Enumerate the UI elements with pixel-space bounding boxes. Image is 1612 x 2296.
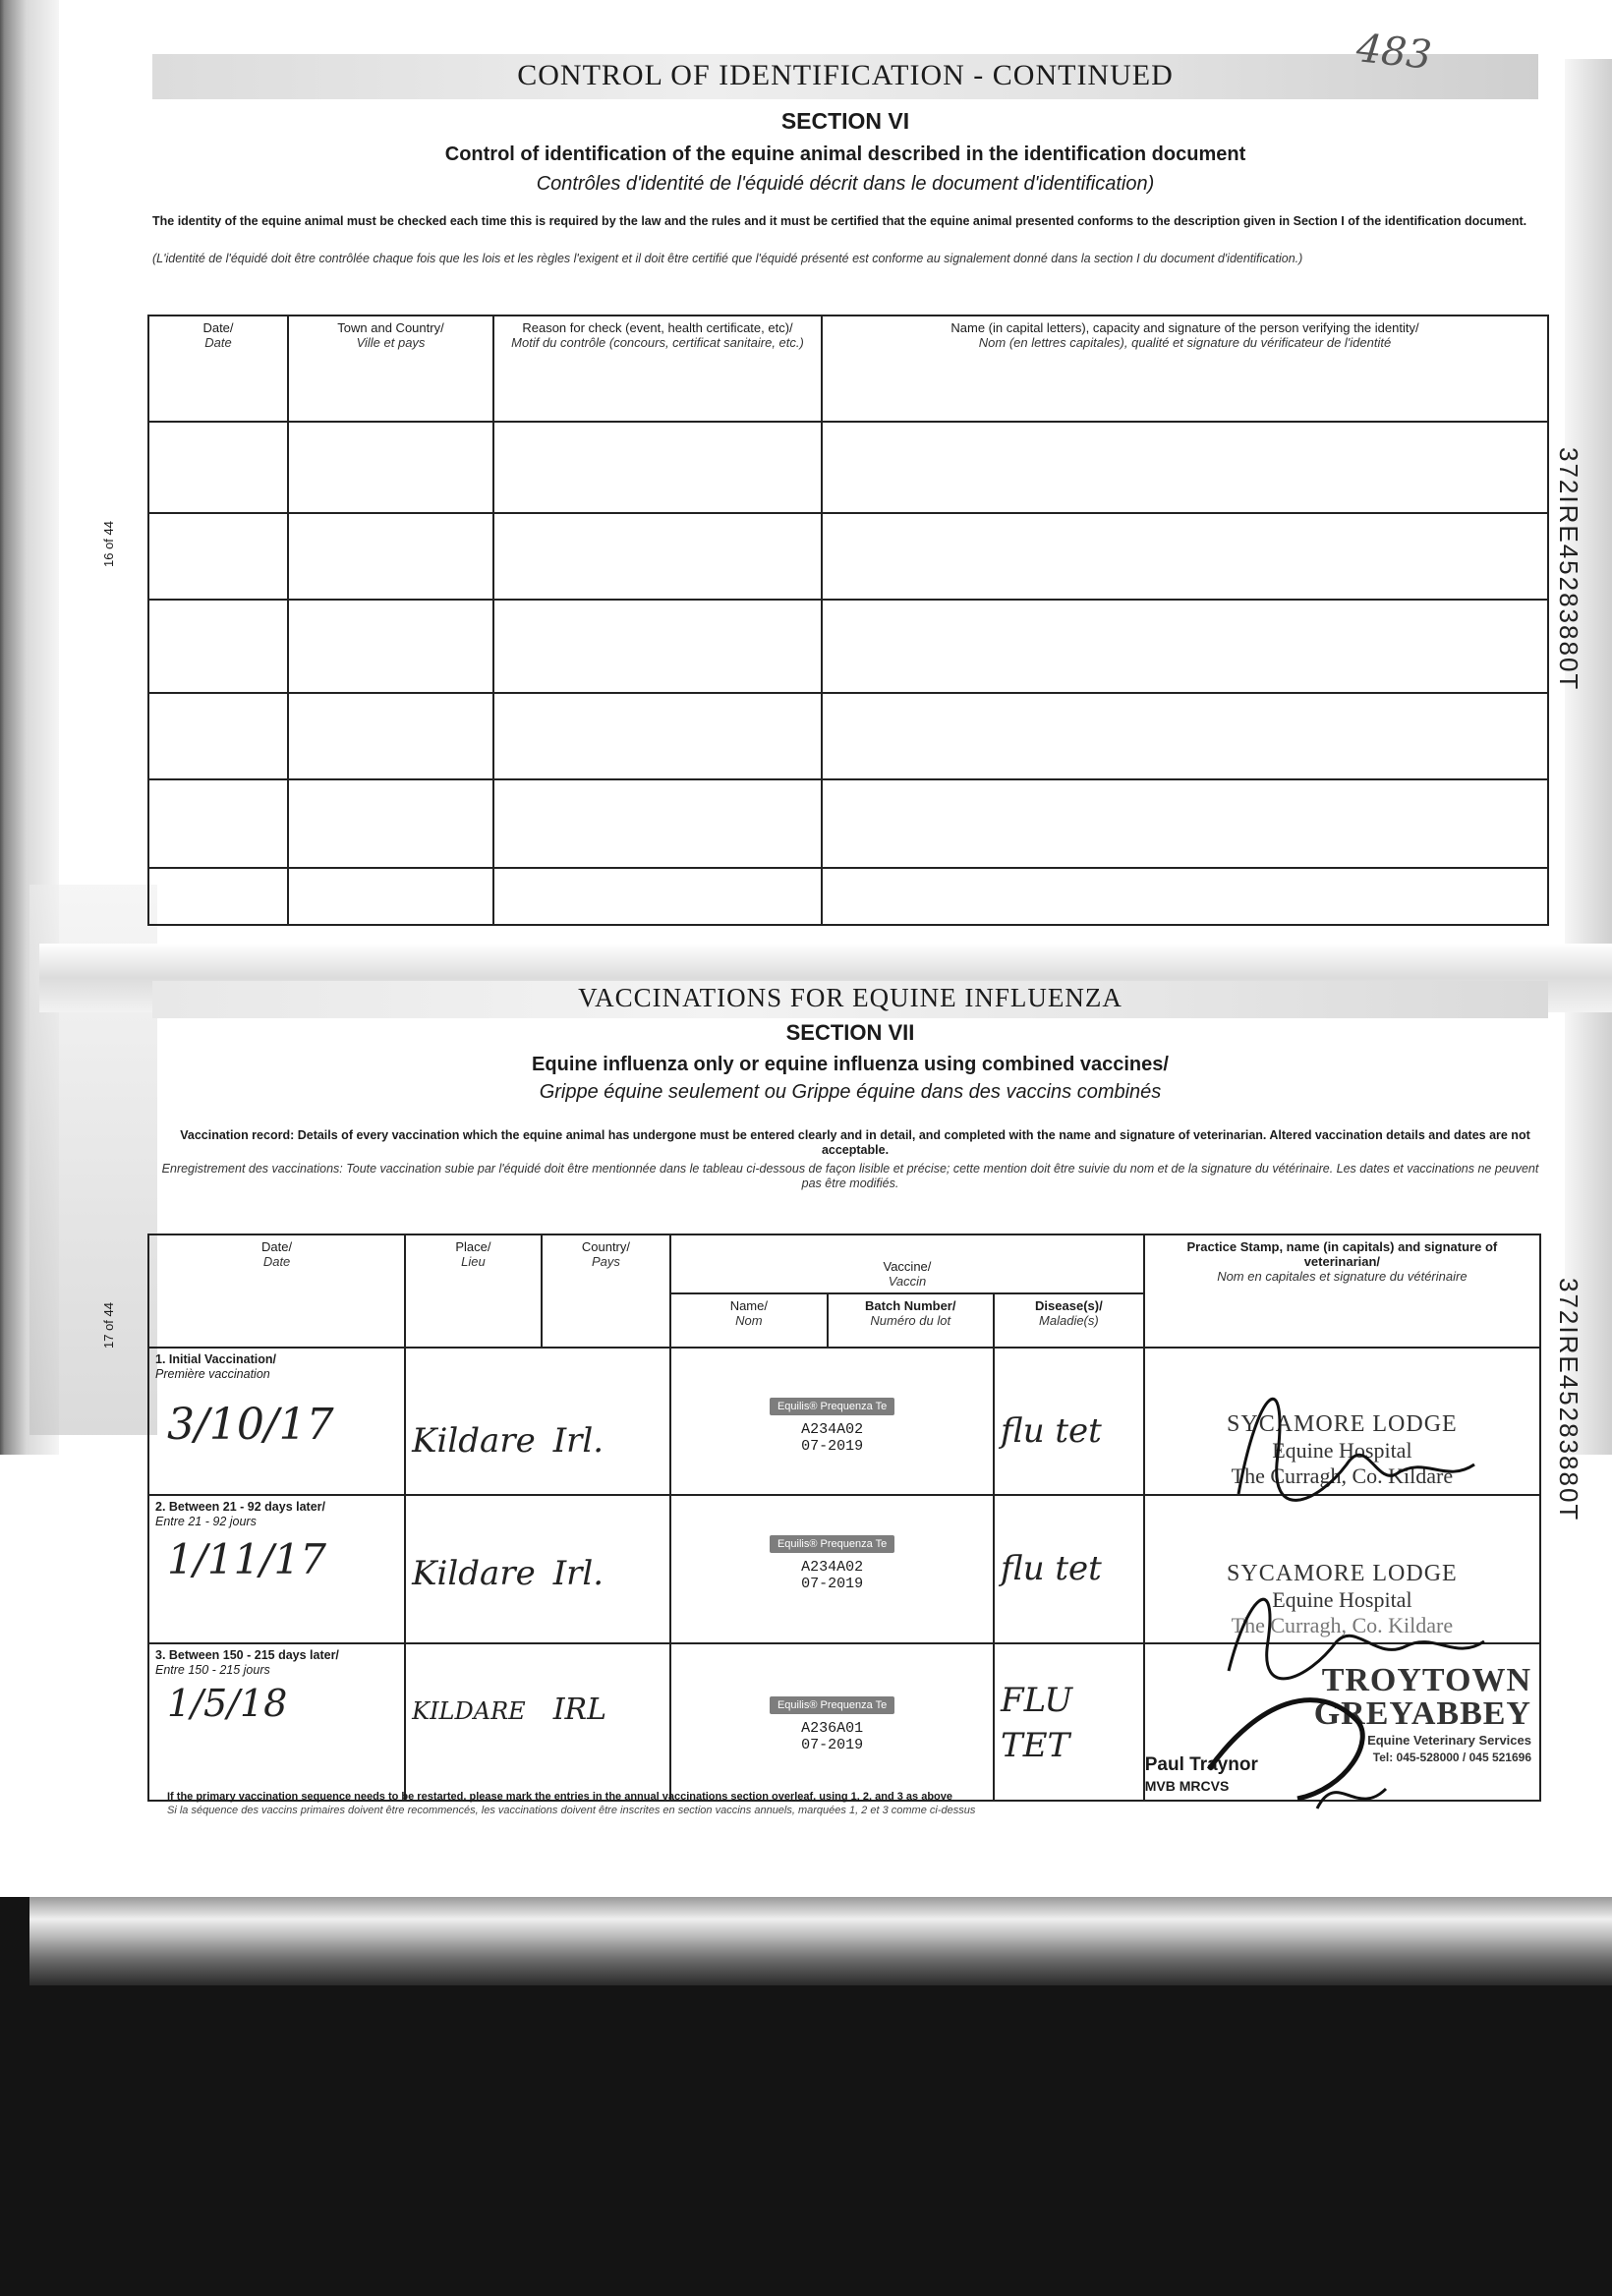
stamp2-line2: Equine Hospital <box>1272 1587 1412 1612</box>
page-label-16: 16 of 44 <box>101 521 116 567</box>
table-row <box>148 868 1548 925</box>
row2-label: 2. Between 21 - 92 days later/ <box>155 1500 326 1514</box>
stamp1-line2: Equine Hospital <box>1272 1438 1412 1463</box>
row2-batch: A234A02 <box>801 1559 864 1576</box>
vacc-batch-header: Batch Number/ Numéro du lot <box>828 1293 995 1348</box>
table-row <box>148 779 1548 868</box>
row3-batch: A236A01 <box>801 1720 864 1737</box>
vet-quals: MVB MRCVS <box>1144 1778 1230 1794</box>
identification-check-table <box>147 315 1549 926</box>
row1-expiry: 07-2019 <box>801 1438 864 1455</box>
row3-vaccine-label: Equilis® Prequenza Te <box>770 1696 894 1714</box>
vacc-name-header: Name/ Nom <box>670 1293 827 1348</box>
section6-title-fr: Contrôles d'identité de l'équidé décrit dans le document d'identification) <box>536 173 1155 195</box>
row2-label-fr: Entre 21 - 92 jours <box>155 1515 257 1528</box>
row1-vaccine-label: Equilis® Prequenza Te <box>770 1398 894 1415</box>
stamp3-line1: TROYTOWN <box>1321 1662 1531 1698</box>
row2-date: 1/11/17 <box>167 1535 326 1583</box>
page-edge-shadow <box>1565 59 1612 1455</box>
handwritten-page-number: 483 <box>1353 26 1434 79</box>
stamp2-line3: The Curragh, Co. Kildare <box>1231 1613 1454 1637</box>
vacc-disease-header: Disease(s)/ Maladie(s) <box>994 1293 1144 1348</box>
row2-expiry: 07-2019 <box>801 1576 864 1592</box>
section7-title-en: Equine influenza only or equine influenza using combined vaccines/ <box>532 1054 1169 1075</box>
section6-note-en: The identity of the equine animal must be checked each time this is required by the law and the rules and it must be certified that the equine animal presented conforms to the description given in Section I of the identification document. <box>152 214 1527 228</box>
row3-place: KILDARE <box>412 1697 526 1725</box>
row1-label-fr: Première vaccination <box>155 1367 270 1381</box>
stamp2-line1: SYCAMORE LODGE <box>1227 1561 1458 1586</box>
table-row <box>148 693 1548 779</box>
row1-country: Irl. <box>552 1421 604 1461</box>
passport-id-side-upper: 372IRE45283880T <box>1554 447 1583 692</box>
section6-note-fr: (L'identité de l'équidé doit être contrôlée chaque fois que les lois et les règles l'exigent et il doit être certifié que l'équidé présenté est conforme au signalement donné dans la section I du document d'identification.) <box>152 252 1303 265</box>
row3-label-fr: Entre 150 - 215 jours <box>155 1663 270 1677</box>
table-row <box>148 513 1548 600</box>
section6-banner-text: CONTROL OF IDENTIFICATION - CONTINUED <box>517 59 1174 91</box>
passport-id-side-lower: 372IRE45283880T <box>1554 1278 1583 1522</box>
row3-date: 1/5/18 <box>167 1682 288 1725</box>
row3-label: 3. Between 150 - 215 days later/ <box>155 1648 339 1662</box>
section7-footnote-fr: Si la séquence des vaccins primaires doivent être recommencés, les vaccinations doivent être inscrites en section vaccins annuels, marquées 1, 2 et 3 comme ci-dessus <box>167 1805 976 1816</box>
section7-banner-text: VACCINATIONS FOR EQUINE INFLUENZA <box>578 983 1123 1012</box>
vet-name: Paul Traynor <box>1144 1754 1258 1775</box>
col-verifier-header: Name (in capital letters), capacity and signature of the person verifying the identity/ Nom (en lettres capitales), qualité et signature du vérificateur de l'identité <box>822 316 1548 422</box>
row1-disease: flu tet <box>1001 1411 1102 1451</box>
col-date-header: Date/ Date <box>148 316 288 422</box>
section7-record-fr: Enregistrement des vaccinations: Toute vaccination subie par l'équidé doit être mentionnée dans le tableau ci-dessous de façon lisible et précise; cette mention doit être suivie du nom et de la signature du vétérinaire. Les dates et vaccinations ne peuvent pas être modifiés. <box>161 1162 1539 1190</box>
row2-vaccine-label: Equilis® Prequenza Te <box>770 1535 894 1553</box>
row1-batch: A234A02 <box>801 1421 864 1438</box>
table-row <box>148 422 1548 513</box>
row3-country: IRL <box>552 1693 607 1727</box>
col-reason-header: Reason for check (event, health certificate, etc)/ Motif du contrôle (concours, certificat sanitaire, etc.) <box>493 316 822 422</box>
row2-place: Kildare <box>412 1554 536 1593</box>
section7-title-fr: Grippe équine seulement ou Grippe équine dans des vaccins combinés <box>539 1081 1162 1103</box>
stamp1-line3: The Curragh, Co. Kildare <box>1231 1464 1454 1488</box>
col-town-country-header: Town and Country/ Ville et pays <box>288 316 493 422</box>
row1-date: 3/10/17 <box>167 1400 334 1450</box>
table-row <box>148 600 1548 693</box>
row2-disease: flu tet <box>1001 1549 1102 1588</box>
row1-label: 1. Initial Vaccination/ <box>155 1352 276 1366</box>
section6-title-en: Control of identification of the equine animal described in the identification document <box>444 144 1246 165</box>
section6-heading: SECTION VI <box>780 108 910 134</box>
section7-heading: SECTION VII <box>785 1020 915 1045</box>
row3-disease: FLU TET <box>1001 1681 1072 1765</box>
vacc-vaccine-header: Vaccine/ Vaccin <box>670 1234 1144 1293</box>
vacc-place-header: Place/ Lieu <box>405 1234 542 1348</box>
row1-place: Kildare <box>412 1421 536 1461</box>
section7-footnote-en: If the primary vaccination sequence needs to be restarted, please mark the entries in the annual vaccinations section overleaf, using 1, 2, and 3 as above <box>167 1791 953 1803</box>
row3-expiry: 07-2019 <box>801 1737 864 1753</box>
stamp3-line4: Tel: 045-528000 / 045 521696 <box>1372 1751 1531 1764</box>
vacc-stamp-header: Practice Stamp, name (in capitals) and signature of veterinarian/ Nom en capitales et signature du vétérinaire <box>1144 1234 1540 1348</box>
page-label-17: 17 of 44 <box>101 1302 116 1349</box>
book-spine-edge <box>29 1897 1612 1985</box>
vacc-date-header: Date/ Date <box>148 1234 405 1348</box>
stamp1-line1: SYCAMORE LODGE <box>1227 1411 1458 1437</box>
section7-record-en: Vaccination record: Details of every vaccination which the equine animal has undergone must be entered clearly and in detail, and completed with the name and signature of veterinarian. Altered vaccination details and dates are not acceptable. <box>180 1128 1530 1157</box>
row2-country: Irl. <box>552 1554 604 1593</box>
vacc-country-header: Country/ Pays <box>542 1234 670 1348</box>
veterinarian-signatures <box>1199 1347 1533 1858</box>
stamp3-line3: Equine Veterinary Services <box>1367 1733 1531 1748</box>
stamp3-line2: GREYABBEY <box>1313 1695 1531 1732</box>
